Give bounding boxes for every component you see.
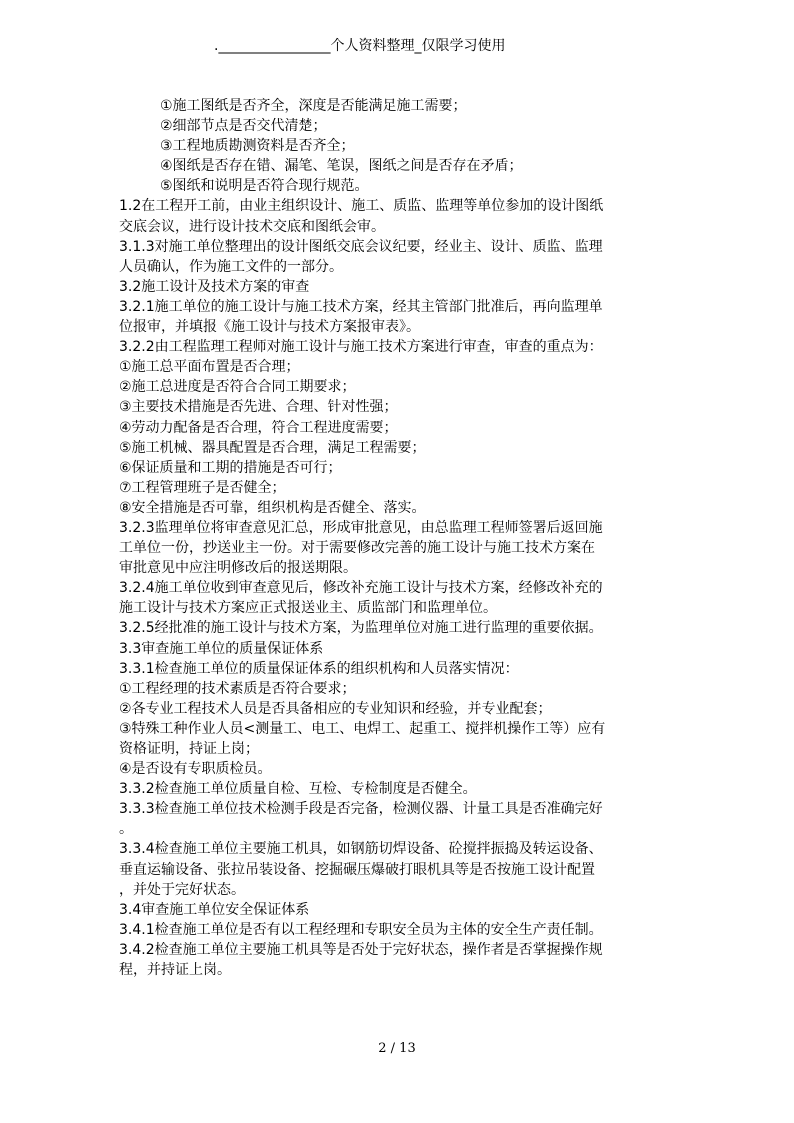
text-line: 。 [119,821,133,838]
text-line: 3.4.1检查施工单位是否有以工程经理和专职安全员为主体的安全生产责任制。 [119,921,603,938]
text-line: ③特殊工种作业人员<测量工、电工、电焊工、起重工、搅拌机操作工等）应有 [119,720,606,737]
text-line: ⑤图纸和说明是否符合现行规范。 [160,178,369,195]
text-line: ④是否设有专职质检员。 [119,761,272,778]
text-line: 资格证明，持证上岗； [119,741,259,757]
text-line: ②各专业工程技术人员是否具备相应的专业知识和经验，并专业配套； [119,700,552,717]
text-line: ⑤施工机械、器具配置是否合理，满足工程需要； [119,439,426,456]
text-line: ⑧安全措施是否可靠，组织机构是否健全、落实。 [119,499,426,516]
text-line: 垂直运输设备、张拉吊装设备、挖掘碾压爆破打眼机具等是否按施工设计配置 [119,861,595,878]
page-header [214,36,594,58]
text-line: 3.2.2由工程监理工程师对施工设计与施工技术方案进行审查，审查的重点为： [119,339,603,356]
text-line: 3.3.2检查施工单位质量自检、互检、专检制度是否健全。 [119,781,477,798]
text-line: ②施工总进度是否符合合同工期要求； [119,379,356,396]
text-line: 3.1.3对施工单位整理出的设计图纸交底会议纪要，经业主、设计、质监、监理 [119,238,603,255]
header-rule: .________________ [214,38,331,54]
text-line: 3.3.1检查施工单位的质量保证体系的组织机构和人员落实情况： [119,660,519,677]
text-line: ③主要技术措施是否先进、合理、针对性强； [119,399,398,416]
text-line: 3.4审查施工单位安全保证体系 [119,901,310,918]
text-line: ①施工图纸是否齐全，深度是否能满足施工需要； [160,98,467,114]
text-line: 3.2.5经批准的施工设计与技术方案，为监理单位对施工进行监理的重要依据。 [119,620,603,637]
text-line: 人员确认，作为施工文件的一部分。 [119,258,343,275]
text-line: 施工设计与技术方案应正式报送业主、质监部门和监理单位。 [119,600,497,617]
text-line: 1.2在工程开工前，由业主组织设计、施工、质监、监理等单位参加的设计图纸 [119,198,604,215]
text-line: 3.4.2检查施工单位主要施工机具等是否处于完好状态，操作者是否掌握操作规 [119,941,603,958]
text-line: 审批意见中应注明修改后的报送期限。 [119,560,357,577]
text-line: ②细部节点是否交代清楚； [160,118,327,135]
text-line: ，并处于完好状态。 [119,881,245,898]
text-line: 程，并持证上岗。 [119,962,231,979]
document-body [119,96,679,980]
text-line: 3.3审查施工单位的质量保证体系 [119,640,324,657]
text-line: ⑦工程管理班子是否健全； [119,479,286,496]
text-line: ④图纸是否存在错、漏笔、笔误，图纸之间是否存在矛盾； [160,158,523,175]
text-line: 3.2施工设计及技术方案的审查 [119,278,310,295]
text-line: ①施工总平面布置是否合理； [119,359,300,376]
text-line: 3.2.1施工单位的施工设计与施工技术方案，经其主管部门批准后，再向监理单 [119,298,603,315]
text-line: 位报审，并填报《施工设计与技术方案报审表》。 [119,319,420,336]
text-line: 3.2.4施工单位收到审查意见后，修改补充施工设计与技术方案，经修改补充的 [119,580,603,597]
text-line: ④劳动力配备是否合理，符合工程进度需要； [119,419,398,436]
text-line: ③工程地质勘测资料是否齐全； [160,138,355,155]
text-line: 交底会议，进行设计技术交底和图纸会审。 [119,218,385,235]
text-line: ①工程经理的技术素质是否符合要求； [119,680,356,697]
text-line: 3.2.3监理单位将审查意见汇总，形成审批意见，由总监理工程师签署后返回施 [119,519,603,536]
text-line: 3.3.4检查施工单位主要施工机具，如钢筋切焊设备、砼搅拌振捣及转运设备、 [119,841,603,858]
page-number: 2 / 13 [378,1041,416,1056]
text-line: 工单位一份，抄送业主一份。对于需要修改完善的施工设计与施工技术方案在 [119,540,595,557]
text-line: 3.3.3检查施工单位技术检测手段是否完备，检测仪器、计量工具是否准确完好 [119,801,603,818]
text-line: ⑥保证质量和工期的措施是否可行； [119,459,342,476]
header-text: 个人资料整理_仅限学习使用 [330,38,506,54]
